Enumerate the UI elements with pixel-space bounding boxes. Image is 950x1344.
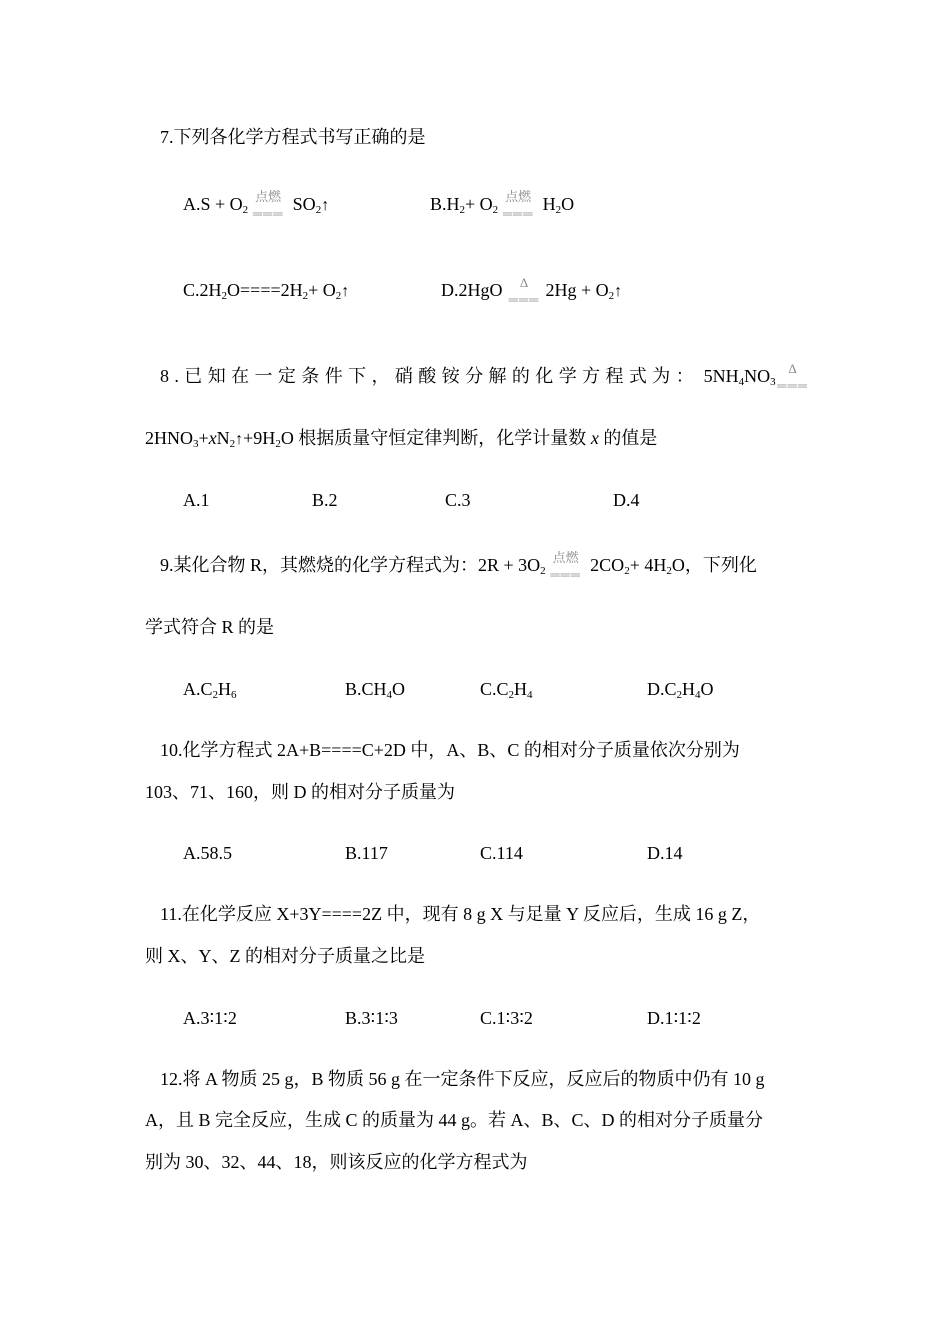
gas-arrow-icon: ↑	[341, 283, 350, 300]
q7-option-a: $A.S + O_2$ 点燃 ═══ $SO_2↑$	[183, 189, 330, 221]
q9-option-c: $C.C_2H_4$	[480, 679, 533, 701]
q10-line-1: 10.化学方程式 2A+B====C+2D 中，A、B、C 的相对分子质量依次分别为	[160, 740, 740, 760]
q10-line-2: 103、71、160，则 D 的相对分子质量为	[145, 782, 455, 802]
q8-option-a: A.1	[183, 490, 210, 510]
reaction-condition: 点燃 ═══	[550, 550, 581, 582]
q9-line-2: 学式符合 R 的是	[145, 617, 275, 637]
q8-option-b: B.2	[312, 490, 338, 510]
q11-option-d: D.1∶1∶2	[647, 1008, 701, 1028]
q12-line-2: A，且 B 完全反应，生成 C 的质量为 44 g。若 A、B、C、D 的相对分子质量分	[145, 1110, 764, 1130]
q11-option-b: B.3∶1∶3	[345, 1008, 398, 1028]
q8-line-1: 8.已知在一定条件下，硝酸铵分解的化学方程式为： $5NH_4NO_3$ Δ ═══	[160, 361, 808, 393]
reaction-condition: Δ ═══	[508, 275, 540, 307]
gas-arrow-icon: ↑	[321, 197, 330, 214]
q11-option-a: A.3∶1∶2	[183, 1008, 237, 1028]
q10-option-c: C.114	[480, 843, 523, 863]
reaction-condition: Δ ═══	[777, 361, 808, 393]
reaction-condition: 点燃 ═══	[252, 189, 284, 221]
q7-stem: 7.下列各化学方程式书写正确的是	[160, 127, 426, 147]
gas-arrow-icon: ↑	[614, 283, 623, 300]
q11-line-1: 11.在化学反应 X+3Y====2Z 中，现有 8 g X 与足量 Y 反应后，生成 16 g Z，	[160, 904, 761, 924]
q8-option-d: D.4	[613, 490, 640, 510]
reaction-condition: 点燃 ═══	[502, 189, 534, 221]
q10-option-a: A.58.5	[183, 843, 232, 863]
q7-option-c: $C.2H_2O====2H_2+$ $O_2↑$	[183, 280, 350, 302]
q9-option-d: $D.C_2H_4O$	[647, 679, 714, 701]
q11-option-c: C.1∶3∶2	[480, 1008, 533, 1028]
q12-line-3: 别为 30、32、44、18，则该反应的化学方程式为	[145, 1152, 528, 1172]
q7-option-b: $B.H_2+ O_2$ 点燃 ═══ $H_2O$	[430, 189, 575, 221]
q10-option-d: D.14	[647, 843, 683, 863]
q9-option-a: $A.C_2H_6$	[183, 679, 237, 701]
gas-arrow-icon: ↑	[235, 431, 244, 448]
q11-line-2: 则 X、Y、Z 的相对分子质量之比是	[145, 946, 425, 966]
q8-option-c: C.3	[445, 490, 471, 510]
q9-line-1: 9.某化合物 R，其燃烧的化学方程式为：$2R + 3O_2$ 点燃 ═══ $2CO_2+ 4H_2O$，下列化	[160, 550, 757, 582]
q12-line-1: 12.将 A 物质 25 g，B 物质 56 g 在一定条件下反应，反应后的物质中仍有 10 g	[160, 1069, 765, 1089]
q9-option-b: $B.CH_4O$	[345, 679, 406, 701]
q7-option-d: D.2HgO Δ ═══ $2Hg + O_2↑$	[441, 275, 623, 307]
q8-line-2: $2HNO_3+xN_2↑+9H_2O$ 根据质量守恒定律判断，化学计量数 x 的值是	[145, 428, 658, 450]
q10-option-b: B.117	[345, 843, 388, 863]
